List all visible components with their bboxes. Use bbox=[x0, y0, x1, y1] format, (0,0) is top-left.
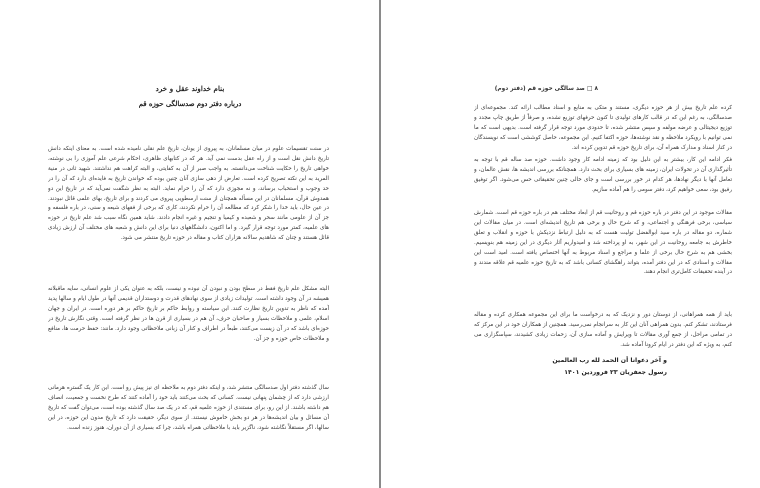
running-head bbox=[494, 86, 598, 92]
body-paragraph: در سنت تقسیمات علوم در میان مسلمانان، به پیروی از یونان، تاریخ علم نقلی نامیده شده است. به معنای اینکه دانش تاریخ دانش نقل است و از راه عقل بدست نمی آید. هر که در کتابهای ظاهری، احکام شرعی علم آموزی را بی نوشته، خواهی تاریخ را حکایت شناخت می‌دانسته. به واجب صبر از آن به کفایتی، و البته کراهت هم نداشتند. شهید ثانی در منیة المرید به این نکته تصریح کرده است. تعارض از دهی سازی آنان چنین بوده که خواندن تاریخ به فایده‌ای دارد که آن را در حد وجوب و استحباب برساند، و نه مجوزی دارد که آن را حرام نماید. البته به نظر شگفت نمی‌آید که در تاریخ این دو همدوش قرآن، مسلمانان در این مسأله همچنان از سنت ارسطویی پیروی می کردند و برای تاریخ، بهای علمی قائل نبودند. در عین حال، باید خدا را شکر کرد که مطالعه آن را حرام نکردند، کاری که برخی از فقهای شیعه و سنی، در باره فلسفه و جز آن از علومی مانند سحر و شعبده و کیمیا و تنجیم و غیره انجام دادند. شاید همین نگاه سبب شد علم تاریخ در حوزه های علمیه، کمتر مورد توجه قرار گیرد. و اما اکنون، دانشگاههای دنیا برای این دانش و شعبه های مختلف آن ارزش زیادی قائل هستند و چنان که شاهدیم سالانه هزاران کتاب و مقاله در حوزه تاریخ منتشر می شود. bbox=[48, 146, 329, 242]
body-paragraph: باید از همه همراهانی، از دوستان دور و نزدیک که به درخواست ما برای این مجموعه همکاری کرده و مقاله فرستادند، تشکر کنم. بدون همراهی آنان این کار به سرانجام نمی‌رسید. همچنین از همکاران خود در این مرکز که در تمامی مراحل، از جمع آوری مقالات تا ویرایش و آماده سازی آن، زحمات زیادی کشیدند، سپاسگزاری می کنم، به ویژه که این دفتر در ایام کرونا آماده شد. bbox=[474, 312, 732, 348]
page-number: ۸ bbox=[594, 86, 598, 92]
body-paragraph: البته مشکل علم تاریخ فقط در سطح بودن و نبودن آن نبوده و نیست، بلکه به عنوان یکی از علوم انسانی، سایه ماقبلانه همیشه در آن وجود داشته است. تولیدات زیادی از سوی نهادهای قدرت و دوستداران قدیمی آنها در طول ایام و سالها پدید آمده که ناظر به تدوین تاریخ نظارت کنند. این سیاسته و روابط حاکم بر تاریخ حاکم بر هر دوره است. در ایران و جهان اسلام، علمی و ملاحظات بسیار و صاحبان حرف، آن هم در بسیاری از قرن ها در نظر گرفته است. وقتی نگارش تاریخ در حوزه‌ای باشد که در آن زیست می‌کنند، طبعاً در اطراف و کنار آن زبانی ملاحظاتی وجود دارد. مانند: حفظ حرمت ها، منافع و ملاحظات خاص حوزه و جز آن. bbox=[48, 286, 329, 342]
body-paragraph: مقالات موجود در این دفتر در باره حوزه قم و روحانیت قم از ابعاد مختلف هم در باره حوزه قم است. شمارش سیاسی، برخی فرهنگی و اجتماعی، و که شرح حال و برخی هم تاریخ اندیشه‌ای است. در میان مقالات این شماره، دو مقاله در باره سید ابوالفضل تولیت هست که به دلیل ارتباط نزدیکش با حوزه و انقلاب و تعلق خاطرش به جامعه روحانیت در این شهر، به او پرداخته شد و امیدواریم آثار دیگری در این زمینه هم بنویسیم. بخشی هم به شرح حال برخی از علما و مراجع و اسناد مربوط به آنها اختصاص یافته است. امید است این مقالات و اسنادی که در این دفتر آمده، بتواند راهگشای کسانی باشد که به تاریخ حوزه علمیه قم علاقه مندند و در آینده تحقیقات کامل‌تری انجام دهند. bbox=[474, 210, 732, 276]
body-paragraph: فکر ادامه این کار، بیشتر به این دلیل بود که زمینه ادامه کار وجود داشت. حوزه صد ساله قم با توجه به تأثیرگذاری آن در تحولات ایران، زمینه های بسیاری برای بحث دارد. همچنانکه بررسی اندیشه ها، نقش عالمان، و تعامل آنها با دیگر نهادها، هر کدام در خور بررسی است و جای خالی چنین تحقیقاتی حس می‌شود. اگر توفیق رفیق بود، سعی خواهیم کرد، دفتر سومی را هم آماده سازیم. bbox=[474, 157, 732, 193]
author-signature-date: رسول جعفریان ۲۳ فروردین ۱۴۰۱ bbox=[564, 369, 667, 376]
body-paragraph: سال گذشته دفتر اول صدسالگی منتشر شد، و اینکه دفتر دوم به ملاحظه ای نیز پیش رو است. این کار یک گستره هرمانی ارزشی دارد که از چشمان پنهانی نیست. کسانی که بحث می‌کنند باید خود را آماده کنند که طرح نخست و جمعیت، انصاف هم داشته باشند. از این رو، برای مستندی از حوزه علمیه قم، که در یک صد سال گذشته بوده است، می‌توان گفت که تاریخ آن مسائل و بیان اندیشه‌ها در هر دو بخش خاموش نیستند. از سوی دیگر، حقیقت دارد که تاریخ مدون این حوزه، در این سالها، اگر مستقلاً نگاشته شود، ناگزیر باید با ملاحظاتی همراه باشد، چرا که بسیاری از آن دوران، هنوز زنده است. bbox=[48, 385, 329, 431]
left-page bbox=[0, 0, 379, 488]
body-paragraph: کرده علم تاریخ بیش از هر حوزه دیگری، مستند و متکی به منابع و اسناد مطالب ارائه کند. مجموعه‌ای از صدسالگی، به رغم این که در قالب کارهای تولیدی تا کنون حرفهای توزیع نشده، و صرفاً از طریق چاپ مجدد و توزیع دیجیتالی و عرضه مولفه و سپس منتشر شده، تا حدودی مورد توجه قرار گرفته است. بدیهی است که ما نمی توانیم با رویکرد ملاحظه و نقد نوشته‌ها، حوزه اکتفا کنیم. این مجموعه، حاصل کوششی است که نویسندگان در کنار اسناد و مدارک همراه آن، برای تاریخ حوزه قم تدوین کرده اند. bbox=[474, 105, 732, 151]
closing-prayer: و آخر دعوانا أن الحمد لله رب العالمین bbox=[552, 357, 667, 364]
running-head-title: صد سالگی حوزه قم (دفتر دوم) bbox=[494, 86, 585, 92]
bullet-icon: □ bbox=[586, 86, 593, 92]
page-subtitle: درباره دفتر دوم صدسالگی حوزه قم bbox=[138, 100, 242, 108]
right-page bbox=[381, 0, 760, 488]
page-title: بنام خداوند عقل و خرد bbox=[155, 84, 225, 93]
